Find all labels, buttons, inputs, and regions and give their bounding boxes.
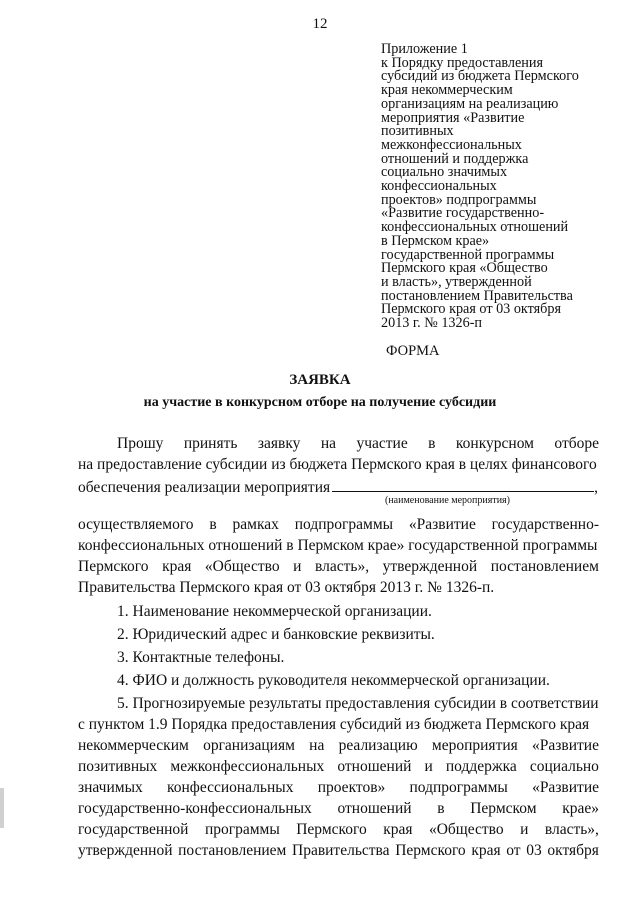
scan-margin-mark <box>0 788 4 828</box>
word: принять <box>183 435 238 452</box>
word: государственно- <box>491 516 599 533</box>
appendix-line: Пермского края от 03 октября <box>381 301 561 318</box>
word: отношений <box>337 800 412 817</box>
word: утвержденной <box>78 842 173 859</box>
list-item: 2. Юридический адрес и банковские реквизиты. <box>117 626 435 643</box>
word: конфессиональных <box>166 779 294 796</box>
item5-line1: 5. Прогнозируемые результаты предоставления субсидии в соответствии <box>117 695 599 712</box>
word: программы <box>204 821 280 838</box>
word: подпрограммы <box>294 516 394 533</box>
word: «Развитие <box>408 516 476 533</box>
event-name-caption: (наименование мероприятия) <box>385 495 510 506</box>
para2-line1 <box>78 516 599 534</box>
word: власть», <box>544 821 599 838</box>
appendix-line: конфессиональных отношений <box>381 219 569 236</box>
word: утвержденной <box>382 558 478 575</box>
word: на <box>320 435 337 452</box>
word: Прошу <box>117 435 164 452</box>
item5-line2: с пунктом 1.9 Порядка предоставления субсидий из бюджета Пермского края <box>78 716 590 733</box>
word: «Развитие <box>532 779 599 796</box>
word: позитивных <box>78 758 158 775</box>
item5-line8 <box>78 842 599 860</box>
appendix-line: к Порядку предоставления <box>381 54 543 71</box>
appendix-line: государственной программы <box>381 246 555 263</box>
page-number: 12 <box>312 16 328 32</box>
para1-line3-suffix: , <box>594 479 598 496</box>
appendix-line: Приложение 1 <box>381 41 468 57</box>
word: мероприятия <box>431 737 518 754</box>
word: значимых <box>78 779 143 796</box>
word: отношений <box>337 758 412 775</box>
para1-line3-prefix: обеспечения реализации мероприятия <box>78 479 331 496</box>
list-item: 1. Наименование некоммерческой организации. <box>117 603 432 620</box>
appendix-line: межконфессиональных <box>381 136 522 153</box>
word: края <box>162 558 192 575</box>
appendix-line: в Пермском крае» <box>381 232 490 249</box>
para1-line2: на предоставление субсидии из бюджета Пермского края в целях финансового <box>78 456 597 473</box>
word: межконфессиональных <box>170 758 325 775</box>
appendix-line: края некоммерческим <box>381 82 513 99</box>
word: Пермского <box>395 842 466 859</box>
word: поддержка <box>445 758 517 775</box>
appendix-line: отношений и поддержка <box>381 150 529 167</box>
word: рамках <box>232 516 279 533</box>
word: Пермском <box>470 800 537 817</box>
word: от <box>506 842 521 859</box>
word: государственно-конфессиональных <box>78 800 312 817</box>
word: постановлением <box>178 842 287 859</box>
word: организациям <box>203 737 295 754</box>
item5-line3 <box>78 737 599 755</box>
form-label: ФОРМА <box>386 343 440 359</box>
para1-line3 <box>78 477 599 497</box>
appendix-line: мероприятия «Развитие <box>381 109 525 126</box>
word: «Общество <box>204 558 280 575</box>
appendix-line: 2013 г. № 1326-п <box>381 315 483 332</box>
word: заявку <box>257 435 301 452</box>
word: социально <box>529 758 599 775</box>
word: отборе <box>554 435 599 452</box>
appendix-line: организациям на реализацию <box>381 95 559 112</box>
appendix-header <box>381 43 611 331</box>
appendix-line: и власть», утвержденной <box>381 273 532 290</box>
document-title: ЗАЯВКА <box>289 372 351 388</box>
item5-line5 <box>78 779 599 797</box>
word: реализацию <box>338 737 418 754</box>
word: края <box>383 821 413 838</box>
word: и <box>424 758 433 775</box>
item5-line6 <box>78 800 599 818</box>
para2-line3 <box>78 558 599 576</box>
word: края <box>471 842 501 859</box>
word: подпрограммы <box>409 779 508 796</box>
word: и <box>520 821 529 838</box>
word: постановлением <box>490 558 599 575</box>
para1-line1 <box>117 435 599 453</box>
word: в <box>209 516 217 533</box>
appendix-line: «Развитие государственно- <box>381 205 545 222</box>
word: в <box>437 800 445 817</box>
word: участие <box>356 435 408 452</box>
word: Пермского <box>78 558 149 575</box>
list-item: 3. Контактные телефоны. <box>117 649 285 666</box>
appendix-line: социально значимых <box>381 164 508 181</box>
appendix-line: Пермского края «Общество <box>381 260 548 277</box>
item5-line4 <box>78 758 599 776</box>
word: проектов» <box>317 779 386 796</box>
word: «Общество <box>428 821 504 838</box>
appendix-line: конфессиональных <box>381 178 497 195</box>
document-subtitle: на участие в конкурсном отборе на получение субсидии <box>143 395 497 410</box>
word: 03 <box>526 842 542 859</box>
word: крае» <box>562 800 599 817</box>
appendix-line: субсидий из бюджета Пермского <box>381 68 579 85</box>
word: «Развитие <box>532 737 599 754</box>
word: власть», <box>315 558 370 575</box>
word: некоммерческим <box>78 737 189 754</box>
list-item: 4. ФИО и должность руководителя некоммерческой организации. <box>117 672 550 689</box>
appendix-line: проектов» подпрограммы <box>381 191 537 208</box>
word: государственной <box>78 821 189 838</box>
para2-line2: конфессиональных отношений в Пермском крае» государственной программы <box>78 537 598 554</box>
word: на <box>309 737 325 754</box>
word: в <box>428 435 436 452</box>
event-name-blank <box>332 477 594 492</box>
para2-line4: Правительства Пермского края от 03 октября 2013 г. № 1326-п. <box>78 579 495 596</box>
item5-line7 <box>78 821 599 839</box>
word: осуществляемого <box>78 516 194 533</box>
word: Пермского <box>296 821 367 838</box>
word: октября <box>547 842 599 859</box>
word: и <box>293 558 302 575</box>
appendix-line: позитивных <box>381 123 454 140</box>
word: Правительства <box>292 842 390 859</box>
word: конкурсном <box>455 435 534 452</box>
appendix-line: постановлением Правительства <box>381 287 573 304</box>
